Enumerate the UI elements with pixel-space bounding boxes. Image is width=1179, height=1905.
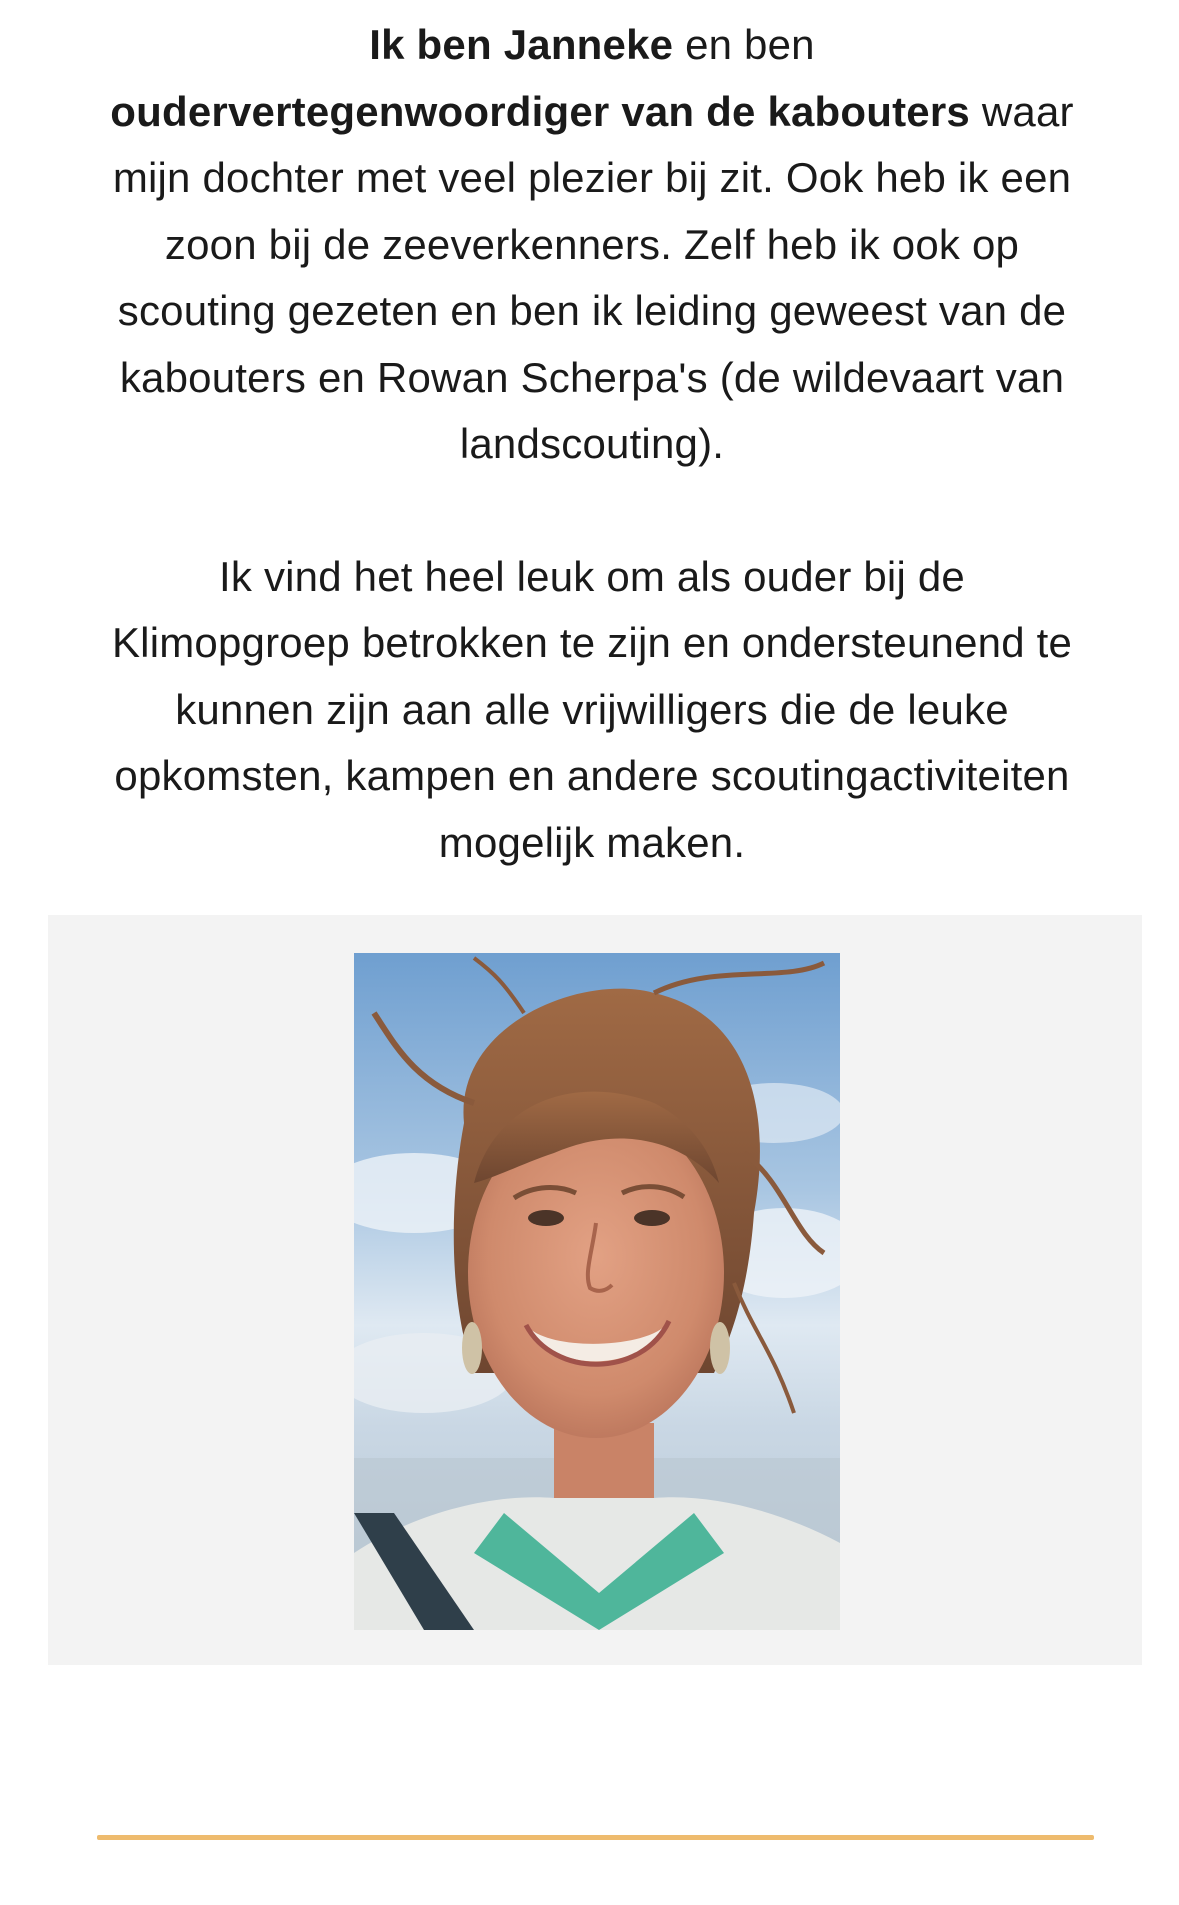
intro-name: Ik ben Janneke (369, 21, 674, 68)
intro-connector: en ben (673, 21, 815, 68)
intro-role: oudervertegenwoordiger van de kabouters (110, 87, 970, 135)
intro-section (98, 12, 1086, 876)
motivation-paragraph: Ik vind het heel leuk om als ouder bij de Klimopgroep betrokken te zijn en ondersteunend te kunnen zijn aan alle vrijwilligers die de leuke opkomsten, kampen en andere scoutingactiviteiten mogelijk maken. (111, 552, 1073, 866)
intro-paragraph (98, 12, 1086, 478)
photo-panel (48, 915, 1142, 1665)
section-divider (97, 1835, 1094, 1840)
portrait-photo (354, 953, 840, 1630)
intro-rest: waar mijn dochter met veel plezier bij zit. Ook heb ik een zoon bij de zeeverkenners. Zelf heb ik ook op scouting gezeten en ben ik leiding geweest van de kabouters en Rowan Scherpa's (de wildevaart van landscouting). (112, 87, 1074, 467)
